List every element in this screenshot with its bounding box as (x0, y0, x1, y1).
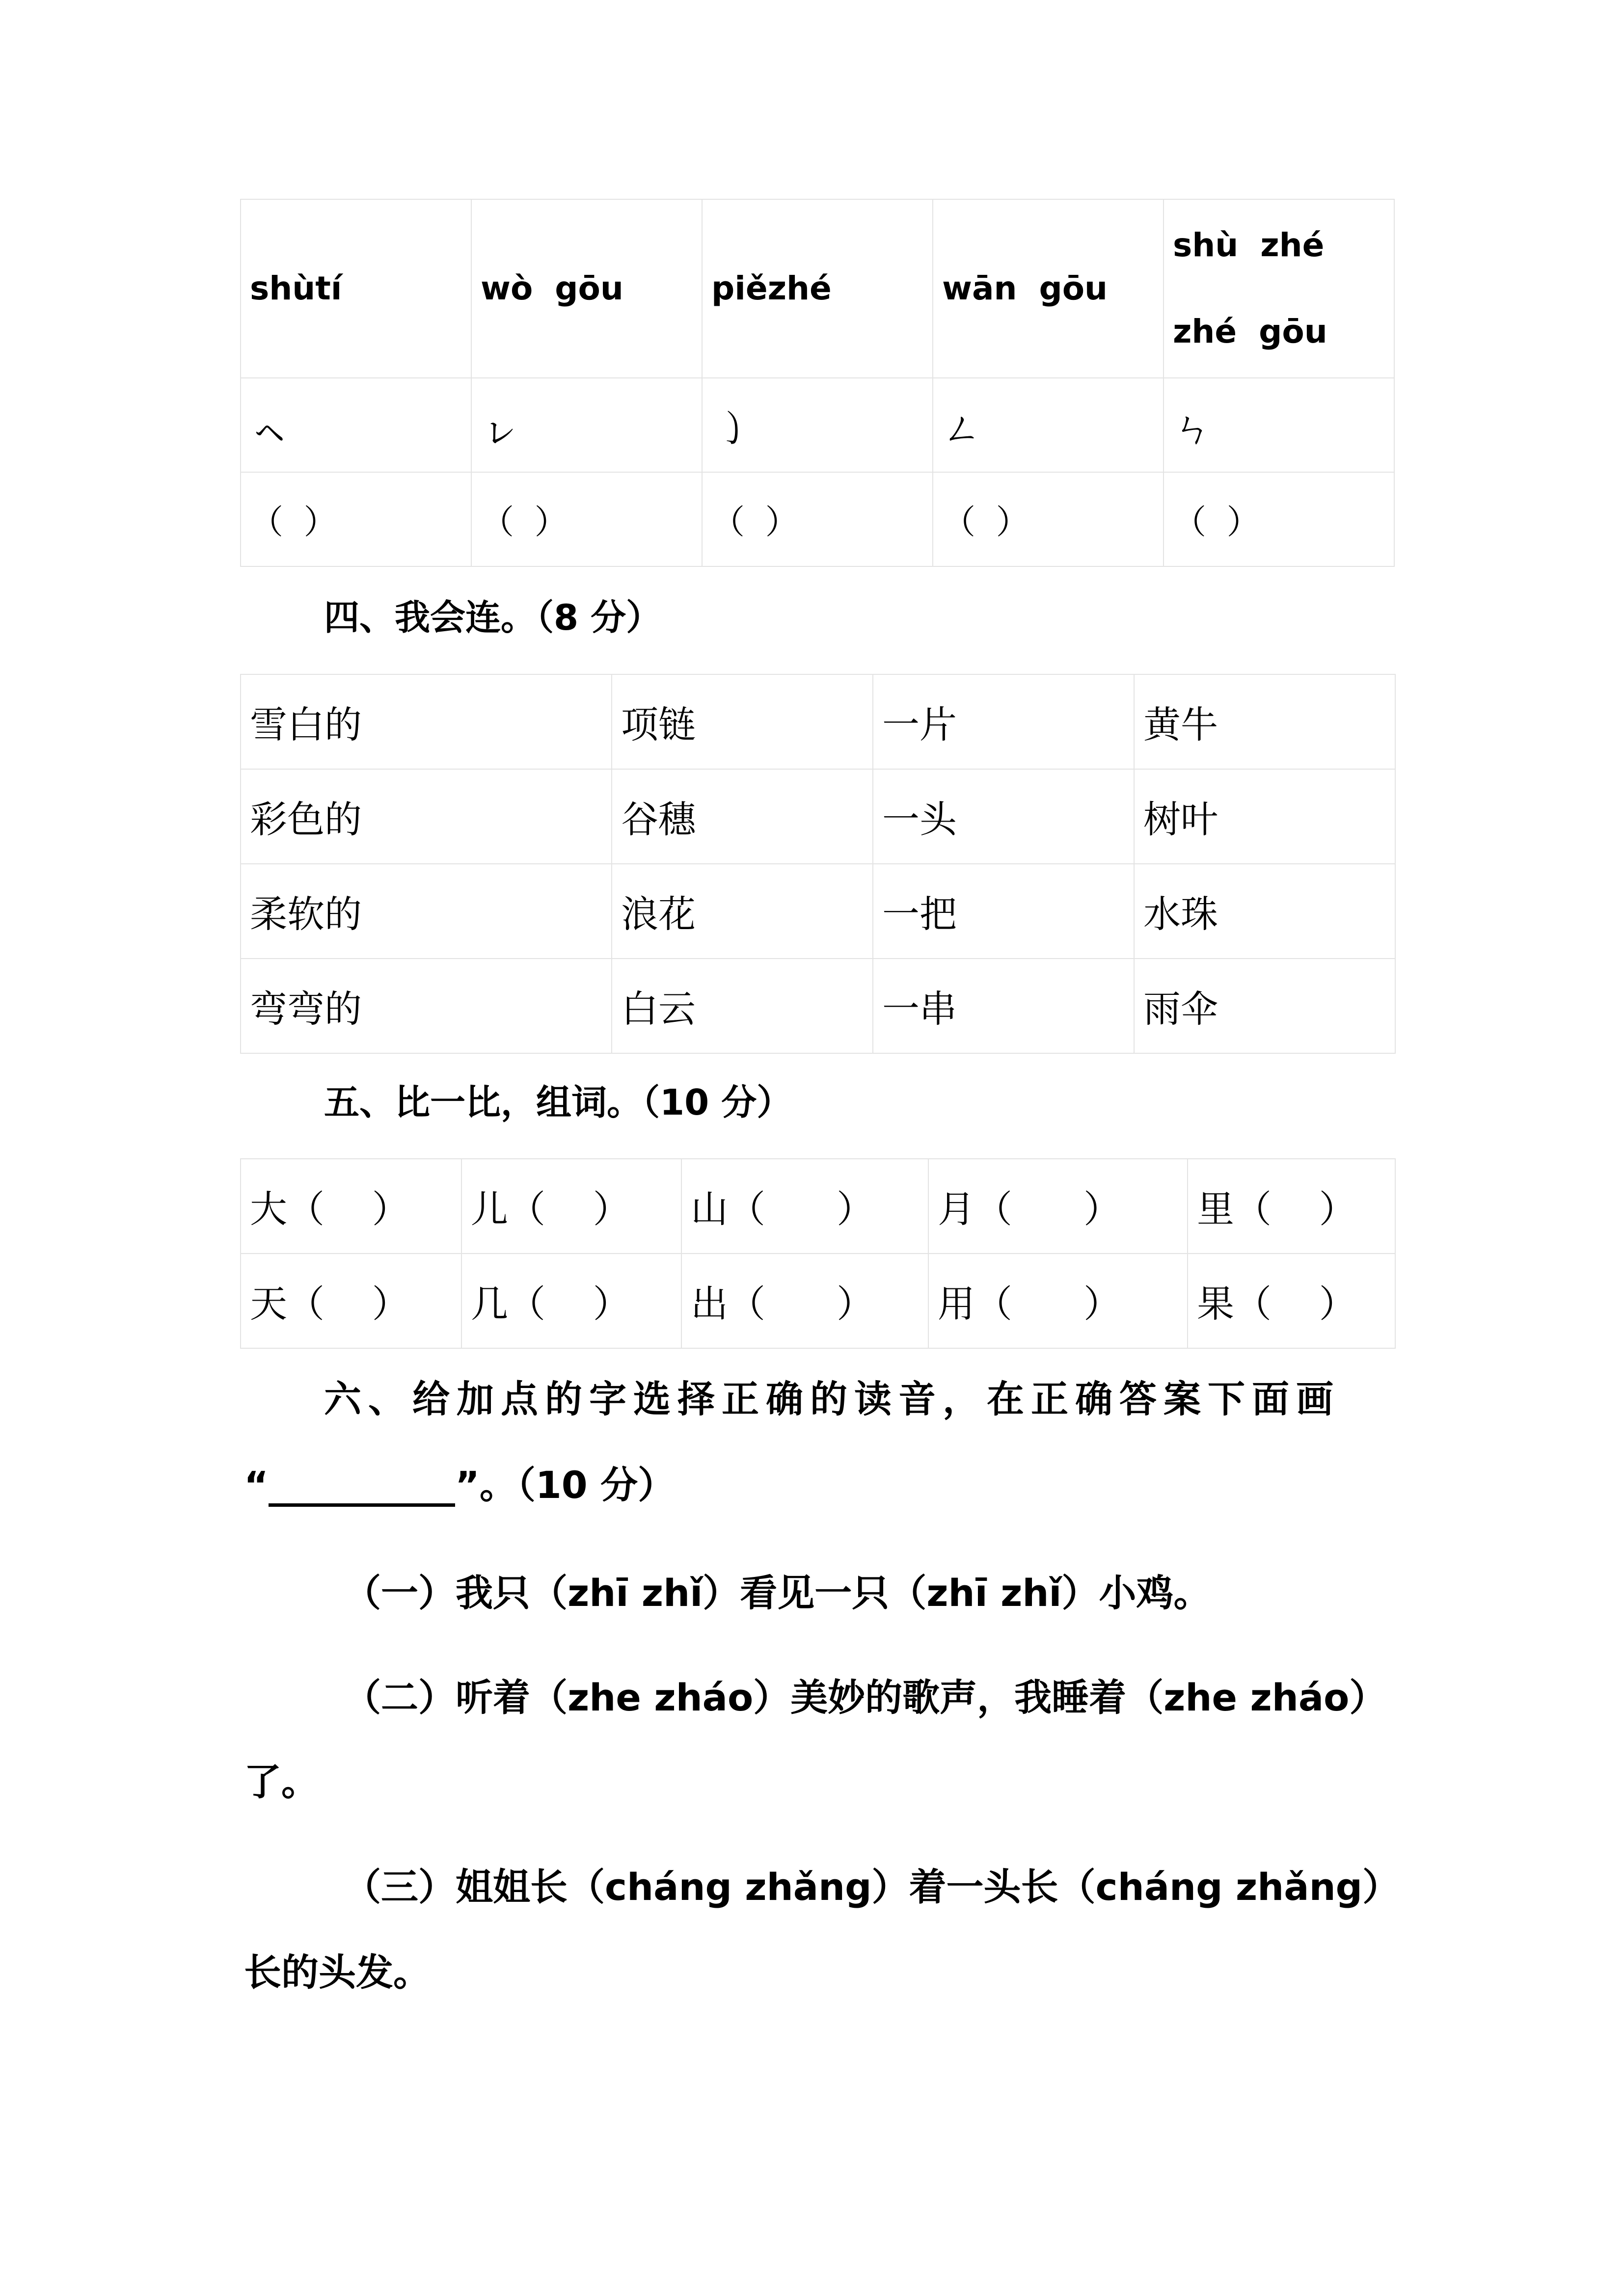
word-blank-cell: 大（ ） (241, 1159, 461, 1254)
match-cell: 项链 (612, 674, 873, 769)
stroke-table (240, 199, 1395, 567)
answer-blank: （ ） (471, 472, 702, 566)
match-cell: 谷穗 (612, 769, 873, 864)
answer-blank: （ ） (241, 472, 471, 566)
match-cell: 黄牛 (1134, 674, 1395, 769)
match-cell: 树叶 (1134, 769, 1395, 864)
stroke-pinyin-cell: shùtí (241, 199, 471, 378)
question-3-cont: 长的头发。 (244, 1950, 431, 1994)
match-cell: 雪白的 (241, 674, 612, 769)
table-row (241, 674, 1395, 769)
stroke-symbol-row (241, 378, 1394, 472)
stroke-pinyin-cell: wò gōu (471, 199, 702, 378)
match-cell: 弯弯的 (241, 959, 612, 1053)
stroke-pinyin-cell: piězhé (702, 199, 933, 378)
match-cell: 白云 (612, 959, 873, 1053)
match-cell: 彩色的 (241, 769, 612, 864)
question-2: （二）听着（zhe zháo）美妙的歌声，我睡着（zhe zháo） (344, 1676, 1387, 1719)
word-blank-cell: 里（ ） (1188, 1159, 1395, 1254)
word-blank-cell: 用（ ） (928, 1254, 1188, 1348)
word-blank-cell: 几（ ） (461, 1254, 681, 1348)
section6-heading: 六、给加点的字选择正确的读音，在正确答案下面画 (324, 1377, 1340, 1421)
section5-heading: 五、比一比，组词。（10 分） (324, 1082, 792, 1123)
match-cell: 柔软的 (241, 864, 612, 959)
match-cell: 一把 (873, 864, 1134, 959)
question-1: （一）我只（zhī zhǐ）看见一只（zhī zhǐ）小鸡。 (344, 1571, 1211, 1615)
compare-table (240, 1158, 1396, 1349)
match-cell: 浪花 (612, 864, 873, 959)
table-row (241, 959, 1395, 1053)
section6-heading-cont: “__________”。（10 分） (244, 1463, 676, 1507)
answer-blank: （ ） (1164, 472, 1394, 566)
question-3: （三）姐姐长（cháng zhǎng）着一头长（cháng zhǎng） (344, 1865, 1400, 1909)
word-blank-cell: 山（ ） (681, 1159, 928, 1254)
stroke-symbol: ㇁ (702, 378, 933, 472)
stroke-symbol: ㇸ (241, 378, 471, 472)
match-cell: 水珠 (1134, 864, 1395, 959)
stroke-symbol: ㄣ (1164, 378, 1394, 472)
match-cell: 一片 (873, 674, 1134, 769)
match-table (240, 674, 1396, 1054)
table-row (241, 1159, 1395, 1254)
stroke-pinyin-cell: shù zhé zhé gōu (1164, 199, 1394, 378)
match-cell: 一头 (873, 769, 1134, 864)
word-blank-cell: 儿（ ） (461, 1159, 681, 1254)
word-blank-cell: 月（ ） (928, 1159, 1188, 1254)
answer-blank: （ ） (933, 472, 1164, 566)
stroke-blank-row (241, 472, 1394, 566)
section4-heading: 四、我会连。（8 分） (324, 597, 662, 638)
match-cell: 一串 (873, 959, 1134, 1053)
stroke-symbol: ㇾ (471, 378, 702, 472)
stroke-pinyin-row (241, 199, 1394, 378)
table-row (241, 769, 1395, 864)
stroke-pinyin-cell: wān gōu (933, 199, 1164, 378)
question-2-cont: 了。 (244, 1760, 319, 1804)
word-blank-cell: 出（ ） (681, 1254, 928, 1348)
table-row (241, 1254, 1395, 1348)
word-blank-cell: 果（ ） (1188, 1254, 1395, 1348)
answer-blank: （ ） (702, 472, 933, 566)
stroke-symbol: ㄥ (933, 378, 1164, 472)
table-row (241, 864, 1395, 959)
word-blank-cell: 天（ ） (241, 1254, 461, 1348)
match-cell: 雨伞 (1134, 959, 1395, 1053)
